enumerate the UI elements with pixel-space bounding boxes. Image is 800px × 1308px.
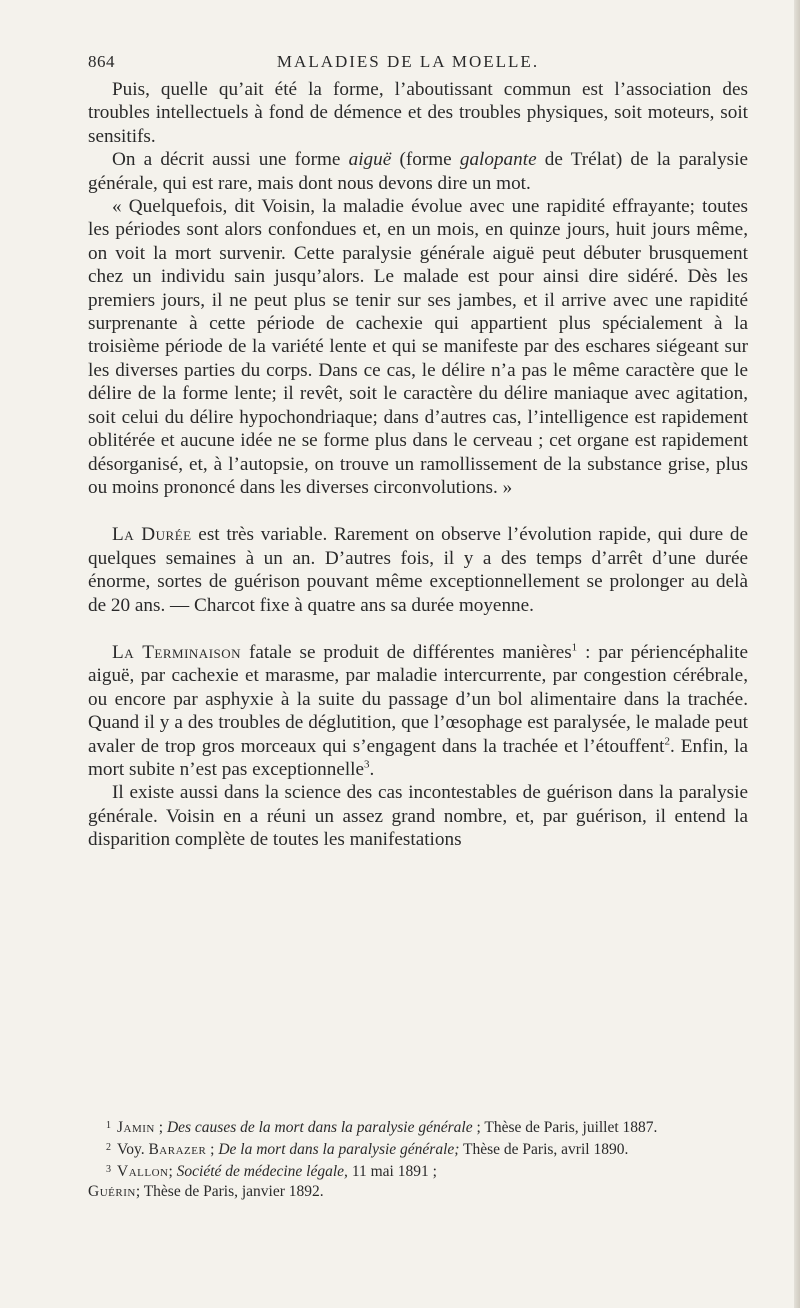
- text-run: 11 mai 1891 ;: [347, 1163, 437, 1180]
- text-run: de Trélat) de la paralysie générale, qui est rare, mais dont nous devons dire un mot.: [88, 149, 748, 194]
- paragraph-guerison: Il existe aussi dans la science des cas incontestables de guérison dans la paralysie générale. Voisin en a réuni un assez grand nombre, et, par guérison, il entend la disparition complète de toutes les manifestations: [88, 782, 748, 851]
- section-heading-duree: La Durée: [112, 524, 192, 546]
- text-run: est très variable. Rarement on observe l’évolution rapide, qui dure de quelques semaines à un an. D’autres fois, il y a des temps d’arrêt d’une durée énorme, sortes de guérison pouvant même exceptionnellement se prolonger au delà de 20 ans. — Charcot fixe à quatre ans sa durée moyenne.: [88, 524, 748, 616]
- footnote-title: De la mort dans la paralysie générale;: [218, 1141, 460, 1158]
- footnote-number: 2: [106, 1142, 111, 1153]
- text-run: ;: [206, 1141, 219, 1158]
- text-run: ;: [154, 1119, 167, 1136]
- text-run: . Enfin, la mort subite n’est pas exceptionnelle: [88, 735, 748, 780]
- page-header: [88, 52, 728, 78]
- footnote-3-continued: [88, 1182, 748, 1202]
- section-heading-terminaison: La Terminaison: [112, 641, 242, 663]
- paragraph-voisin-quote: « Quelquefois, dit Voisin, la maladie évolue avec une rapidité effrayante; toutes les périodes sont alors confondues et, en un mois, en quinze jours, huit jours même, on voit la mort survenir. Cette paralysie générale aiguë peut débuter brusquement chez un individu sain jusqu’alors. Le malade est pour ainsi dire sidéré. Dès les premiers jours, il ne peut plus se tenir sur ses jambes, et il arrive avec une rapidité surprenante à cette période de cachexie qui appartient plus spécialement à la troisième période de la variété lente et qui se manifeste par des eschares siégeant sur les diverses parties du corps. Dans ce cas, le délire n’a pas le même caractère que le délire de la forme lente; il revêt, soit le caractère du délire maniaque avec agitation, soit celui du délire hypochondriaque; dans d’autres cas, l’intelligence est rapidement oblitérée et aucune idée ne se forme plus dans le cerveau ; cet organe est rapidement désorganisé, et, à l’autopsie, on trouve un ramollissement de la substance grise, plus ou moins prononcé dans les diverses circonvolutions. »: [88, 196, 748, 498]
- paragraph-terminaison: [88, 641, 748, 781]
- text-run: (forme: [391, 149, 460, 171]
- paragraph-association: Puis, quelle qu’ait été la forme, l’aboutissant commun est l’association des troubles intellectuels à fond de démence et des troubles physiques, soit moteurs, soit sensitifs.: [88, 79, 748, 147]
- footnote-title: Des causes de la mort dans la paralysie générale: [166, 1119, 473, 1136]
- footnote-author: Barazer: [148, 1141, 207, 1158]
- footnote-ref-3: 3: [364, 758, 370, 771]
- footnote-number: 3: [106, 1164, 111, 1175]
- text-run: ; Thèse de Paris, janvier 1892.: [135, 1183, 324, 1200]
- page-number: 864: [88, 52, 115, 71]
- footnote-ref-2: 2: [664, 735, 671, 748]
- footnote-title: Société de médecine légale,: [176, 1163, 348, 1180]
- footnote-1: [88, 1116, 748, 1138]
- footnote-2: [88, 1138, 748, 1160]
- footnote-author: Guérin: [88, 1183, 136, 1200]
- text-run: : par périencéphalite aiguë, par cachexie et marasme, par maladie intercurrente, par congestion cérébrale, ou encore par asphyxie à la suite du passage d’un bol alimentaire dans la trachée. Quand il y a des troubles de déglutition, que l’œsophage est paralysée, le malade peut avaler de trop gros morceaux qui s’engagent dans la trachée et l’étouffent: [88, 641, 748, 757]
- text-run: Voy.: [117, 1141, 149, 1158]
- text-run: ;: [168, 1163, 177, 1180]
- footnote-3: [88, 1160, 748, 1182]
- text-run: fatale se produit de différentes manières: [241, 641, 572, 663]
- paragraph-forme-aigue: [88, 148, 748, 195]
- text-run: Thèse de Paris, avril 1890.: [459, 1141, 629, 1158]
- footnote-author: Vallon: [117, 1163, 169, 1180]
- footnote-author: Jamin: [117, 1119, 155, 1136]
- main-text: [88, 78, 748, 852]
- text-run: ; Thèse de Paris, juillet 1887.: [472, 1119, 658, 1136]
- text-run: On a décrit aussi une forme: [112, 149, 349, 171]
- emphasis-aigue: aiguë: [348, 149, 392, 171]
- paragraph-duree: [88, 523, 748, 617]
- page-edge-shadow: [794, 0, 800, 1308]
- running-title: MALADIES DE LA MOELLE.: [276, 52, 540, 71]
- footnotes: [88, 1116, 748, 1202]
- emphasis-galopante: galopante: [459, 149, 537, 171]
- footnote-ref-1: 1: [571, 641, 578, 654]
- footnote-number: 1: [106, 1120, 111, 1131]
- text-run: .: [369, 758, 375, 780]
